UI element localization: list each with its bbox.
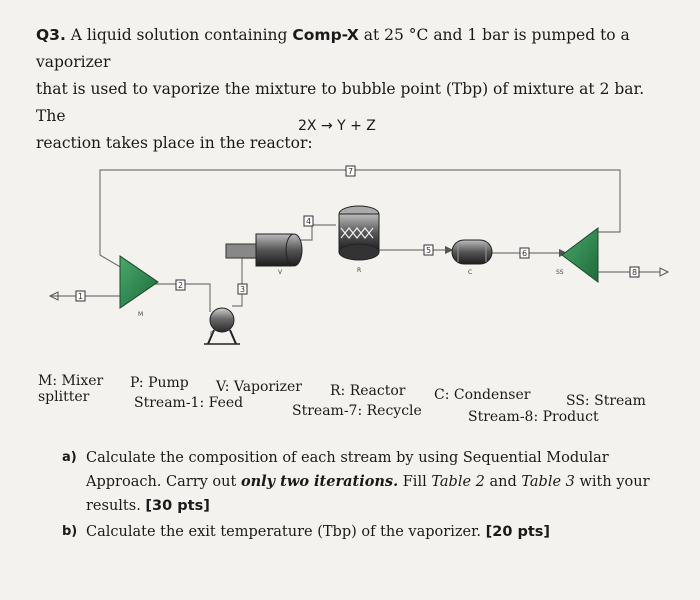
part-b-tag: b) xyxy=(62,524,78,539)
stream-tag-2-label: 2 xyxy=(178,281,184,290)
pump-letter: P xyxy=(210,331,214,338)
legend-pump: P: Pump xyxy=(130,375,189,391)
reaction-equation: 2X → Y + Z xyxy=(298,118,376,134)
legend-vaporizer: V: Vaporizer xyxy=(216,379,302,395)
stream-tag-6-label: 6 xyxy=(522,249,528,258)
part-a-points: [30 pts] xyxy=(145,498,210,514)
stream-tag-1-label: 1 xyxy=(78,292,84,301)
legend-stream-7: Stream-7: Recycle xyxy=(292,403,422,419)
mixer-letter: M xyxy=(138,311,144,318)
stream-tag-7-label: 7 xyxy=(348,167,354,176)
question-line-2: that is used to vaporize the mixture to bubble point (Tbp) of mixture at 2 bar. The xyxy=(36,80,645,125)
part-b-points: [20 pts] xyxy=(485,524,551,540)
stream-tag-8-label: 8 xyxy=(632,268,638,277)
emphasis-two-iterations: only two iterations. xyxy=(240,473,399,490)
reactor-letter: R xyxy=(357,267,362,274)
legend-reactor: R: Reactor xyxy=(330,383,406,399)
legend-stream: SS: Stream xyxy=(566,393,646,409)
product-arrow-icon xyxy=(660,268,668,276)
question-parts xyxy=(62,446,662,546)
legend-stream-1: Stream-1: Feed xyxy=(134,395,244,411)
vaporizer-unit xyxy=(226,234,302,266)
mixer-unit xyxy=(120,256,158,308)
legend-splitter: splitter xyxy=(38,389,90,405)
legend-mixer: M: Mixer xyxy=(38,373,104,389)
part-a-line-2: Approach. Carry out only two iterations. Fill Table 2 and Table 3 with your xyxy=(86,473,650,490)
part-a-line-3: results. [30 pts] xyxy=(86,498,210,514)
part-b xyxy=(62,520,662,544)
vaporizer-letter: V xyxy=(278,269,283,276)
reactor-unit xyxy=(339,206,379,260)
condenser-unit xyxy=(452,240,492,264)
table-3-ref: Table 3 xyxy=(521,474,575,490)
question-number: Q3. xyxy=(36,26,66,44)
part-a-tag: a) xyxy=(62,450,77,465)
table-2-ref: Table 2 xyxy=(431,474,485,490)
stream-tag-5-label: 5 xyxy=(426,246,432,255)
question-line-3: reaction takes place in the reactor: xyxy=(36,134,313,152)
legend-condenser: C: Condenser xyxy=(434,387,531,403)
part-a xyxy=(62,446,662,518)
question-line-1: Q3. A liquid solution containing Comp-X at 25 °C and 1 bar is pumped to a vaporizer xyxy=(36,26,630,71)
pump-unit xyxy=(204,308,240,344)
stream-tag-4-label: 4 xyxy=(306,217,312,226)
part-b-text: Calculate the exit temperature (Tbp) of the vaporizer. xyxy=(86,524,482,540)
condenser-letter: C xyxy=(468,269,473,276)
splitter-unit xyxy=(562,228,598,282)
part-a-line-1: Calculate the composition of each stream by using Sequential Modular xyxy=(86,450,609,466)
compound-name: Comp-X xyxy=(292,26,359,44)
splitter-letter: SS xyxy=(556,269,564,276)
stream-tag-3-label: 3 xyxy=(240,285,246,294)
legend-stream-8: Stream-8: Product xyxy=(468,409,599,425)
